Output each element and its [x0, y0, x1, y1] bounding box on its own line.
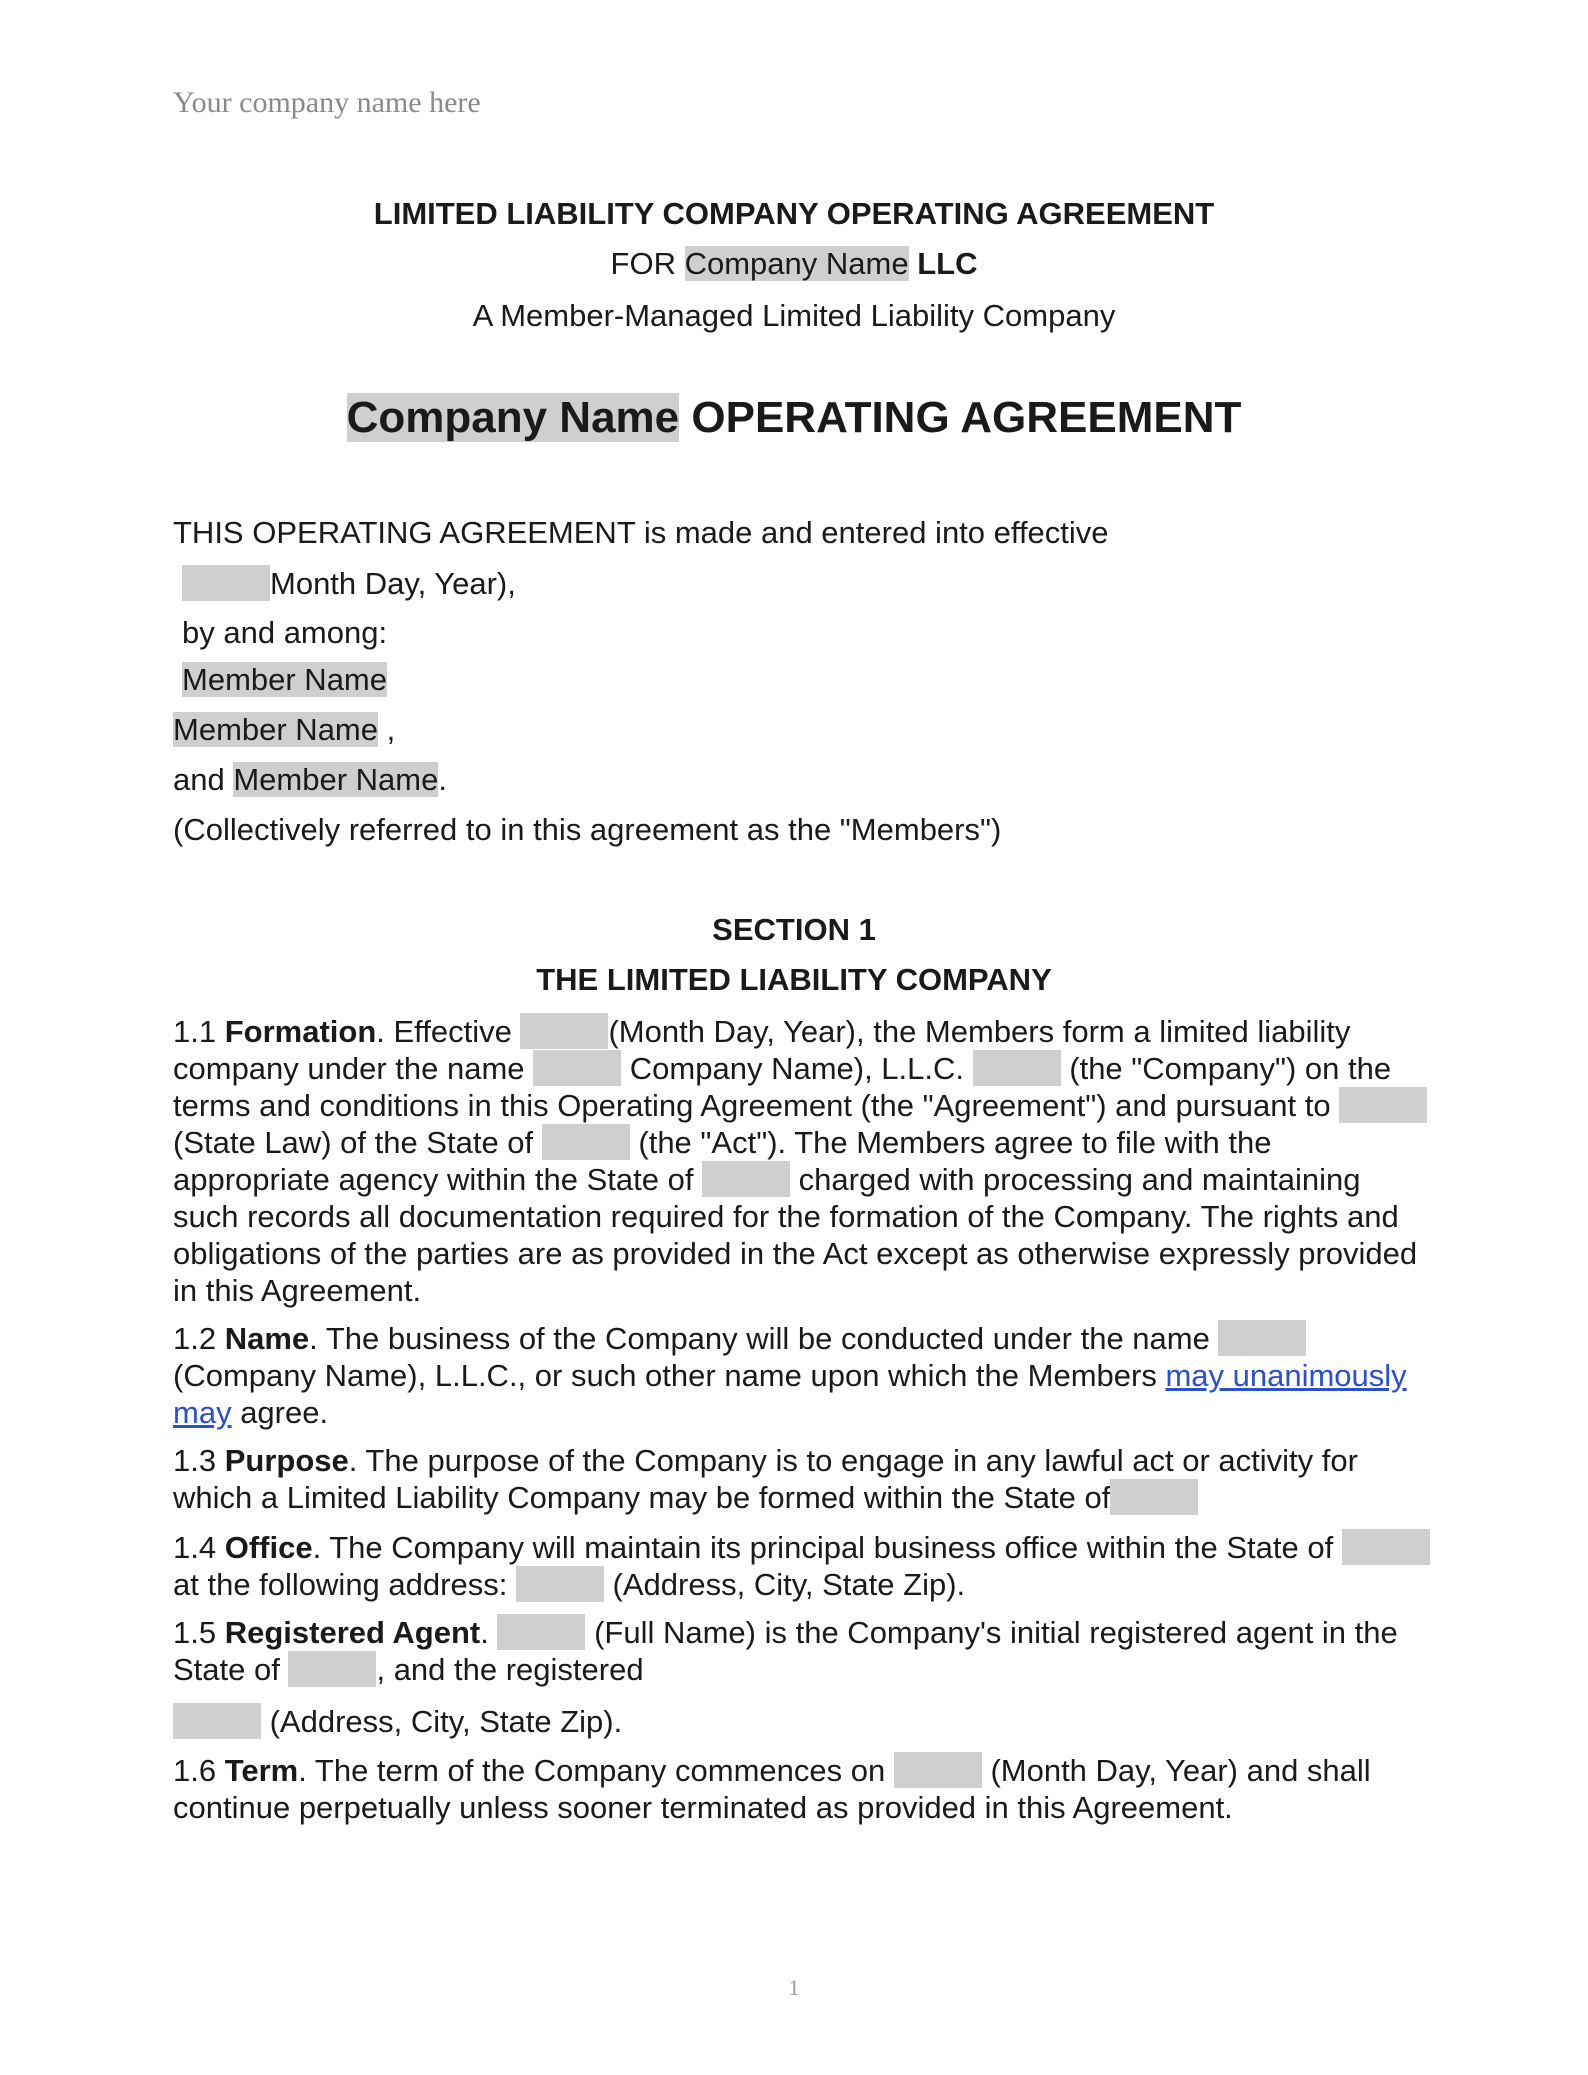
date-blank-field[interactable]	[182, 565, 270, 601]
clause-number: 1.3	[173, 1443, 225, 1478]
clause-text: .	[480, 1615, 498, 1650]
term-date-blank[interactable]	[894, 1752, 982, 1788]
member-2-line	[173, 712, 395, 748]
company-name-blank[interactable]	[533, 1050, 621, 1086]
intro-date-line	[182, 565, 516, 602]
clause-text: charged with processing and maintaining such records all documentation required for the formation of the Company. The rights and obligations of the parties are as provided in the Act except as otherwise expressly provided in this Agreement.	[173, 1162, 1418, 1308]
agent-address-blank[interactable]	[173, 1703, 261, 1739]
clause-text: (Month Day, Year), the Members form a limited liability company under the name	[173, 1014, 1351, 1086]
clause-text: at the following address:	[173, 1567, 516, 1602]
agreement-subtitle: A Member-Managed Limited Liability Company	[472, 298, 1116, 333]
clause-1-3-purpose	[173, 1442, 1433, 1516]
clause-1-5-registered-agent	[173, 1614, 1433, 1688]
section-title: THE LIMITED LIABILITY COMPANY	[536, 962, 1052, 997]
intro-by-among: by and among:	[182, 615, 388, 650]
agent-address-line	[173, 1703, 622, 1740]
clause-text: (Month Day, Year) and shall continue perpetually unless sooner terminated as provided in this Agreement.	[173, 1753, 1371, 1825]
llc-suffix: LLC	[917, 246, 978, 281]
clause-1-2-name	[173, 1320, 1433, 1431]
clause-heading: Purpose	[224, 1443, 349, 1478]
main-company-name-field[interactable]: Company Name	[346, 393, 680, 442]
clause-text: . The business of the Company will be conducted under the name	[309, 1321, 1219, 1356]
clause-text: . The term of the Company commences on	[298, 1753, 894, 1788]
agent-name-blank[interactable]	[497, 1614, 585, 1650]
clause-1-4-office	[173, 1529, 1433, 1603]
office-state-blank[interactable]	[1342, 1529, 1430, 1565]
agent-state-blank[interactable]	[288, 1651, 376, 1687]
clause-text: (State Law) of the State of	[173, 1125, 542, 1160]
intro-line-1: THIS OPERATING AGREEMENT is made and entered into effective	[173, 515, 1109, 550]
clause-text: (the "Act"). The Members agree to file with the appropriate agency within the State of	[173, 1125, 1272, 1197]
agreement-title: LIMITED LIABILITY COMPANY OPERATING AGREEMENT	[373, 196, 1215, 231]
clause-text: agree.	[231, 1395, 329, 1430]
section-number: SECTION 1	[712, 912, 876, 947]
clause-text: (the "Company") on the terms and conditions in this Operating Agreement (the "Agreement") and pursuant to	[173, 1051, 1392, 1123]
business-name-blank[interactable]	[1218, 1320, 1306, 1356]
clause-text: Company Name), L.L.C.	[621, 1051, 973, 1086]
clause-number: 1.5	[173, 1615, 225, 1650]
company-name-placeholder: Your company name here	[173, 86, 481, 119]
member-1-line	[182, 662, 387, 698]
clause-heading: Office	[224, 1530, 313, 1565]
clause-text: (Address, City, State Zip).	[603, 1567, 966, 1602]
agreement-for-line	[0, 246, 1588, 282]
clause-text: (Company Name), L.L.C., or such other name upon which the Members	[173, 1358, 1166, 1393]
members-collective-note: (Collectively referred to in this agreement as the "Members")	[173, 812, 1002, 847]
member-3-line	[173, 762, 447, 798]
clause-1-1-formation	[173, 1013, 1433, 1309]
main-heading-suffix: OPERATING AGREEMENT	[691, 393, 1242, 442]
filing-state-blank[interactable]	[702, 1161, 790, 1197]
state-blank[interactable]	[542, 1124, 630, 1160]
member-2-suffix: ,	[378, 712, 396, 747]
clause-number: 1.4	[173, 1530, 225, 1565]
company-name-field[interactable]: Company Name	[684, 246, 909, 281]
clause-number: 1.6	[173, 1753, 225, 1788]
llc-blank[interactable]	[973, 1050, 1061, 1086]
formation-date-blank[interactable]	[520, 1013, 608, 1049]
main-heading	[0, 393, 1588, 443]
clause-text: . The Company will maintain its principal business office within the State of	[312, 1530, 1342, 1565]
clause-number: 1.1	[173, 1014, 225, 1049]
for-prefix: FOR	[610, 246, 685, 281]
tracked-change-link[interactable]: may unanimously may	[173, 1358, 1407, 1430]
clause-text: (Address, City, State Zip).	[261, 1704, 623, 1739]
member-name-field-2[interactable]: Member Name	[173, 712, 378, 747]
clause-heading: Name	[224, 1321, 310, 1356]
clause-text: . Effective	[376, 1014, 521, 1049]
clause-heading: Formation	[224, 1014, 377, 1049]
clause-text: (Full Name) is the Company's initial registered agent in the State of	[173, 1615, 1398, 1687]
purpose-state-blank[interactable]	[1110, 1479, 1198, 1515]
intro-date-text: Month Day, Year),	[270, 566, 516, 601]
member-3-suffix: .	[438, 762, 447, 797]
clause-text: , and the registered	[376, 1652, 644, 1687]
clause-text: . The purpose of the Company is to engage in any lawful act or activity for which a Limited Liability Company may be formed within the State of	[173, 1443, 1358, 1515]
clause-heading: Registered Agent	[224, 1615, 481, 1650]
member-name-field-3[interactable]: Member Name	[233, 762, 439, 797]
clause-heading: Term	[224, 1753, 299, 1788]
state-law-blank[interactable]	[1339, 1087, 1427, 1123]
and-prefix: and	[173, 762, 234, 797]
clause-1-6-term	[173, 1752, 1448, 1826]
clause-number: 1.2	[173, 1321, 225, 1356]
member-name-field-1[interactable]: Member Name	[182, 662, 387, 697]
office-address-blank[interactable]	[516, 1566, 604, 1602]
page-number: 1	[788, 1975, 800, 2000]
